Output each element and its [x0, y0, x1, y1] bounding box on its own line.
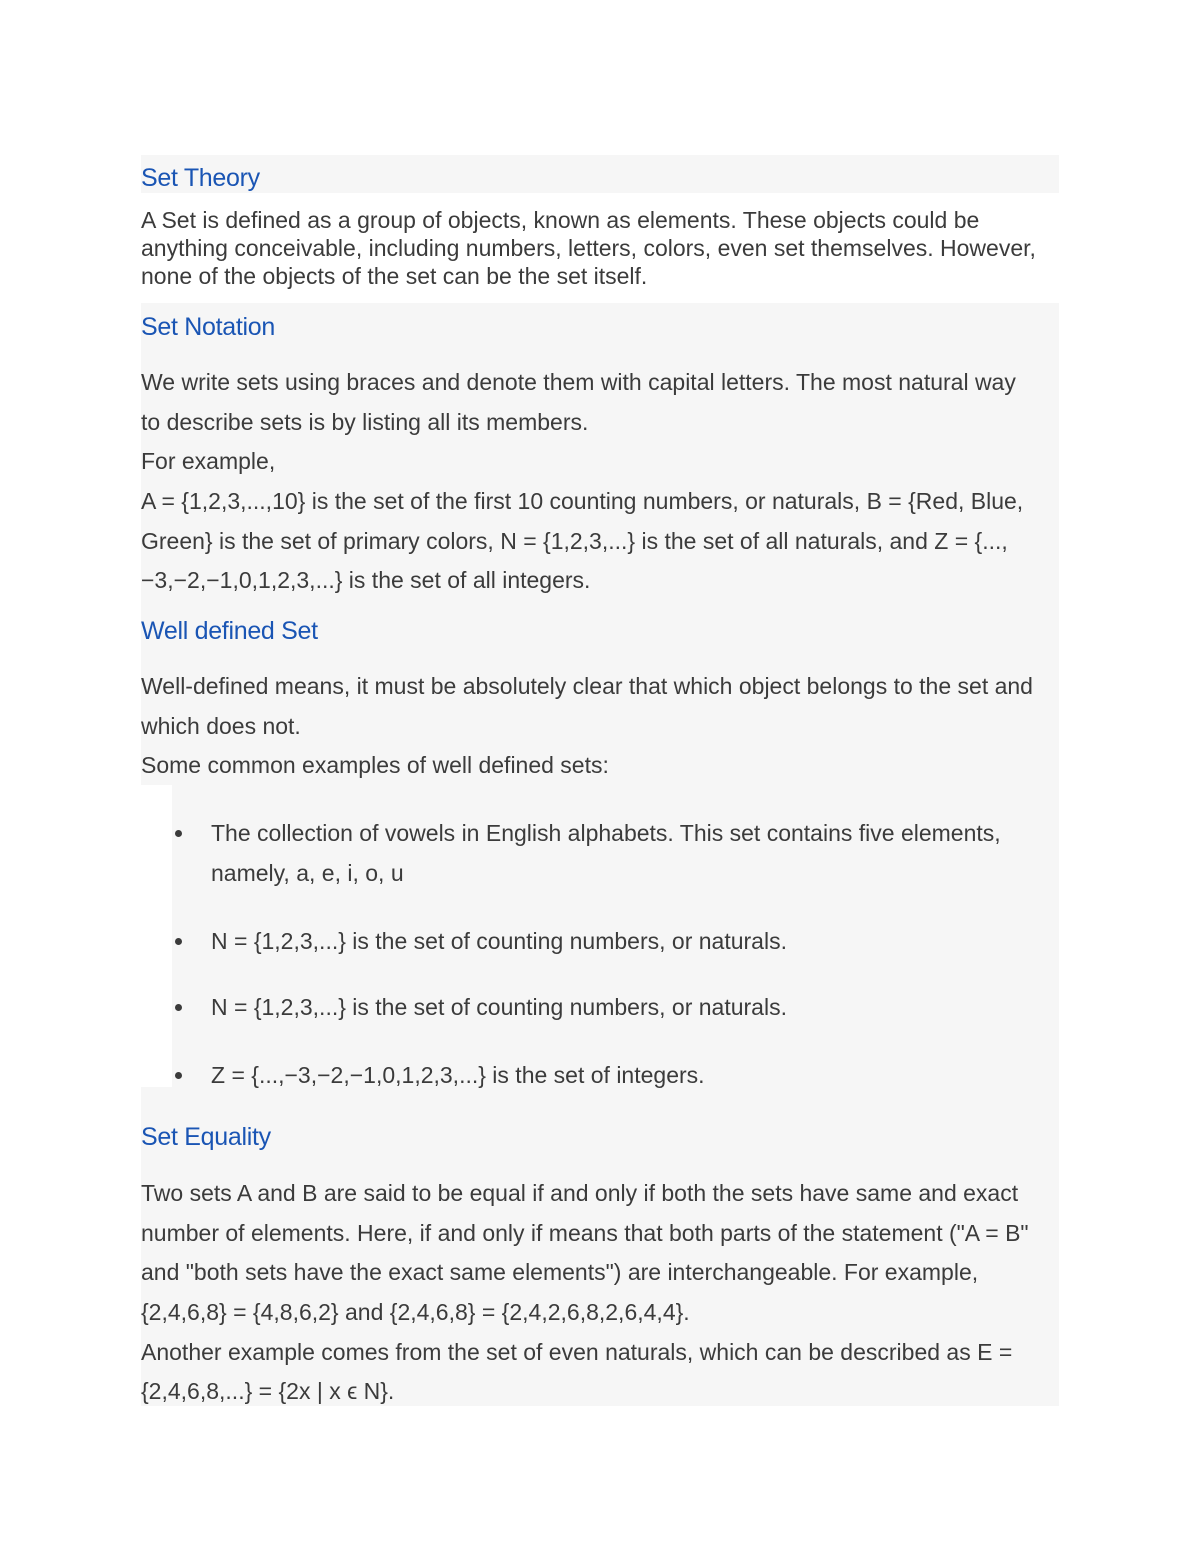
list-item-text: N = {1,2,3,...} is the set of counting numbers, or naturals. — [211, 994, 787, 1020]
set-notation-line-1: We write sets using braces and denote them with capital letters. The most natural way — [141, 369, 1016, 395]
section-heading-set-notation: Set Notation — [141, 313, 275, 341]
section-heading-well-defined-set: Well defined Set — [141, 617, 318, 645]
well-defined-line-2: which does not. — [141, 713, 301, 739]
well-defined-line-1: Well-defined means, it must be absolutely clear that which object belongs to the set and — [141, 673, 1033, 699]
section-heading-set-theory: Set Theory — [141, 164, 260, 192]
set-equality-line-4: {2,4,6,8} = {4,8,6,2} and {2,4,6,8} = {2,4,2,6,8,2,6,4,4}. — [141, 1299, 690, 1325]
list-item-text: The collection of vowels in English alphabets. This set contains five elements, — [211, 820, 1001, 846]
heading-band — [141, 155, 1059, 193]
set-notation-line-4: A = {1,2,3,...,10} is the set of the first 10 counting numbers, or naturals, B = {Red, Blue, — [141, 488, 1024, 514]
set-equality-line-5: Another example comes from the set of even naturals, which can be described as E = — [141, 1339, 1013, 1365]
set-equality-line-3: and "both sets have the exact same elements") are interchangeable. For example, — [141, 1259, 979, 1285]
list-item-text-continued: namely, a, e, i, o, u — [211, 860, 404, 886]
set-notation-line-6: −3,−2,−1,0,1,2,3,...} is the set of all integers. — [141, 567, 591, 593]
set-notation-line-3: For example, — [141, 448, 276, 474]
list-item-text: Z = {...,−3,−2,−1,0,1,2,3,...} is the set of integers. — [211, 1062, 705, 1088]
list-item-text: N = {1,2,3,...} is the set of counting numbers, or naturals. — [211, 928, 787, 954]
section-heading-set-equality: Set Equality — [141, 1123, 271, 1151]
bullet-icon — [175, 1004, 182, 1011]
set-theory-line-1: A Set is defined as a group of objects, known as elements. These objects could be — [141, 207, 980, 233]
set-equality-line-1: Two sets A and B are said to be equal if and only if both the sets have same and exact — [141, 1180, 1019, 1206]
set-theory-line-2: anything conceivable, including numbers, letters, colors, even set themselves. However, — [141, 235, 1036, 261]
bullet-icon — [175, 1072, 182, 1079]
bullet-icon — [175, 830, 182, 837]
well-defined-line-3: Some common examples of well defined sets: — [141, 752, 609, 778]
set-theory-line-3: none of the objects of the set can be the set itself. — [141, 263, 648, 289]
set-notation-line-2: to describe sets is by listing all its members. — [141, 409, 589, 435]
bullet-icon — [175, 938, 182, 945]
set-notation-line-5: Green} is the set of primary colors, N = {1,2,3,...} is the set of all naturals, and Z = {..., — [141, 528, 1008, 554]
set-equality-line-6: {2,4,6,8,...} = {2x | x ϵ N}. — [141, 1378, 395, 1404]
set-equality-line-2: number of elements. Here, if and only if means that both parts of the statement ("A = B" — [141, 1220, 1029, 1246]
